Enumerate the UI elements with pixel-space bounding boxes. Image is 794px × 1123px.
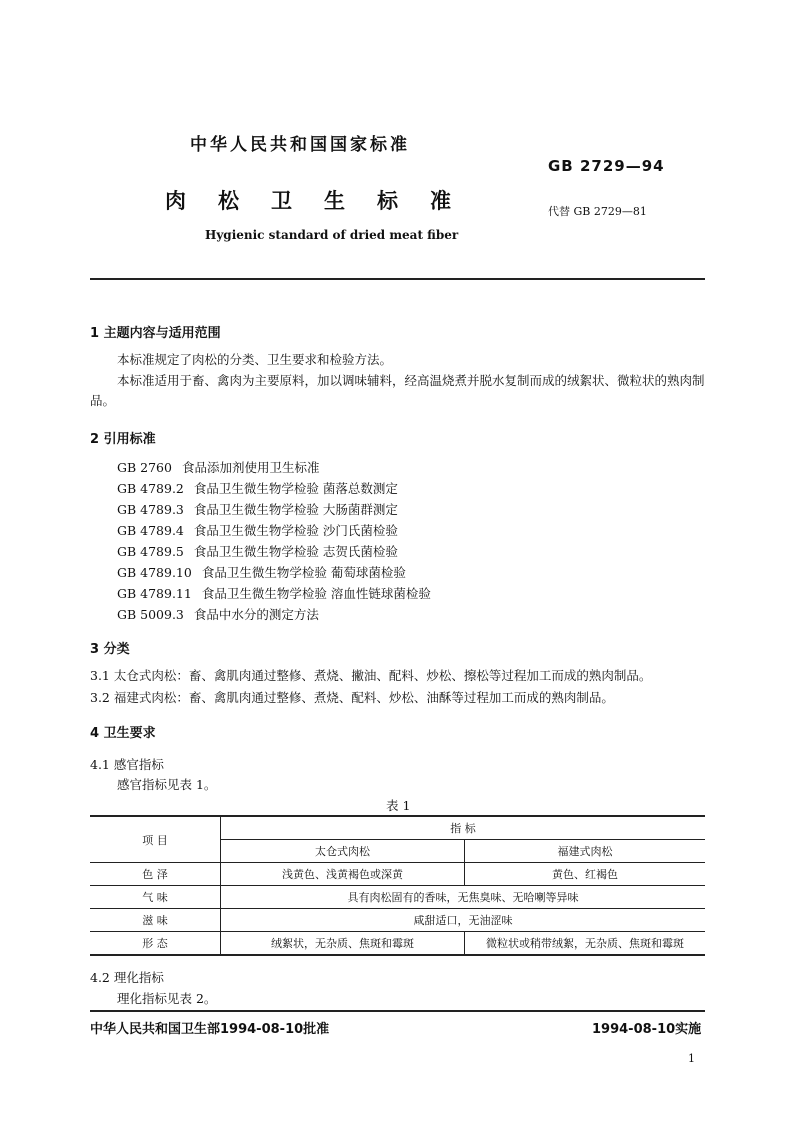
column-taicang: 太仓式肉松	[221, 840, 465, 863]
item-header: 项 目	[90, 816, 221, 863]
reference-name: 食品卫生微生物学检验 溶血性链球菌检验	[201, 586, 431, 601]
table-row	[90, 863, 705, 886]
reference-code: GB 4789.11	[117, 586, 192, 601]
section-3-heading: 3 分类	[90, 642, 130, 657]
row-item: 形 态	[142, 937, 168, 950]
approval-line: 中华人民共和国卫生部1994-08-10批准	[90, 1022, 330, 1037]
english-title: Hygienic standard of dried meat fiber	[205, 228, 459, 242]
sensory-index-table	[90, 815, 705, 956]
section-4-heading: 4 卫生要求	[90, 726, 156, 741]
header-rule	[90, 278, 705, 280]
row-fujian-value: 微粒状或稍带绒絮，无杂质、焦斑和霉斑	[465, 932, 706, 956]
reference-name: 食品卫生微生物学检验 沙门氏菌检验	[193, 523, 398, 538]
row-item: 色 泽	[90, 863, 221, 886]
row-taicang-value: 绒絮状，无杂质、焦斑和霉斑	[221, 932, 465, 956]
reference-item	[117, 521, 408, 539]
reference-name: 食品卫生微生物学检验 大肠菌群测定	[193, 502, 398, 517]
reference-name: 食品卫生微生物学检验 志贺氏菌检验	[193, 544, 398, 559]
reference-code: GB 2760	[117, 460, 172, 475]
replaces-standard: 代替 GB 2729—81	[548, 205, 647, 218]
table-1-caption: 表 1	[386, 798, 411, 813]
table-row	[90, 932, 705, 956]
document-title: 肉松卫生标准	[165, 189, 483, 213]
table-row	[90, 886, 705, 909]
section-3-1-text: 3.1 太仓式肉松：畜、禽肌肉通过整修、煮烧、撇油、配料、炒松、擦松等过程加工而成的熟肉制品。	[90, 668, 652, 683]
section-1-paragraph-1: 本标准规定了肉松的分类、卫生要求和检验方法。	[117, 352, 393, 367]
national-standard-label: 中华人民共和国国家标准	[190, 135, 410, 155]
section-3-2-text: 3.2 福建式肉松：畜、禽肌肉通过整修、煮烧、配料、炒松、油酥等过程加工而成的熟肉制品。	[90, 690, 614, 705]
standard-number: GB 2729—94	[548, 157, 665, 175]
section-1-paragraph-2: 本标准适用于畜、禽肉为主要原料，加以调味辅料，经高温烧煮并脱水复制而成的绒絮状、微粒状的熟肉制品。	[90, 373, 705, 408]
row-merged-value: 咸甜适口，无油涩味	[221, 909, 706, 932]
page-number: 1	[688, 1052, 695, 1065]
row-taicang-value: 浅黄色、浅黄褐色或深黄	[221, 863, 465, 886]
reference-item	[117, 605, 329, 623]
section-4-1-heading: 4.1 感官指标	[90, 757, 164, 772]
row-fujian-value: 黄色、红褐色	[465, 863, 706, 886]
reference-item	[117, 458, 329, 476]
row-item: 滋 味	[90, 909, 221, 932]
reference-code: GB 4789.3	[117, 502, 184, 517]
reference-name: 食品卫生微生物学检验 菌落总数测定	[193, 481, 398, 496]
section-2-heading: 2 引用标准	[90, 432, 156, 447]
section-4-1-text: 感官指标见表 1。	[117, 777, 217, 792]
row-merged-value: 具有肉松固有的香味，无焦臭味、无哈喇等异味	[221, 886, 706, 909]
reference-item	[117, 542, 408, 560]
footer-rule	[90, 1010, 705, 1012]
reference-code: GB 4789.4	[117, 523, 184, 538]
section-4-2-heading: 4.2 理化指标	[90, 970, 164, 985]
reference-item	[117, 500, 408, 518]
reference-code: GB 4789.5	[117, 544, 184, 559]
implementation-date: 1994-08-10实施	[592, 1022, 702, 1037]
reference-item	[117, 479, 408, 497]
reference-name: 食品卫生微生物学检验 葡萄球菌检验	[201, 565, 406, 580]
reference-code: GB 4789.10	[117, 565, 192, 580]
reference-name: 食品添加剂使用卫生标准	[181, 460, 320, 475]
column-fujian: 福建式肉松	[465, 840, 706, 863]
section-1-heading: 1 主题内容与适用范围	[90, 326, 221, 341]
index-header: 指 标	[221, 816, 706, 840]
reference-code: GB 5009.3	[117, 607, 184, 622]
reference-item	[117, 584, 441, 602]
row-item: 气 味	[90, 886, 221, 909]
reference-code: GB 4789.2	[117, 481, 184, 496]
table-row	[90, 909, 705, 932]
reference-name: 食品中水分的测定方法	[193, 607, 319, 622]
reference-item	[117, 563, 416, 581]
section-4-2-text: 理化指标见表 2。	[117, 991, 217, 1006]
